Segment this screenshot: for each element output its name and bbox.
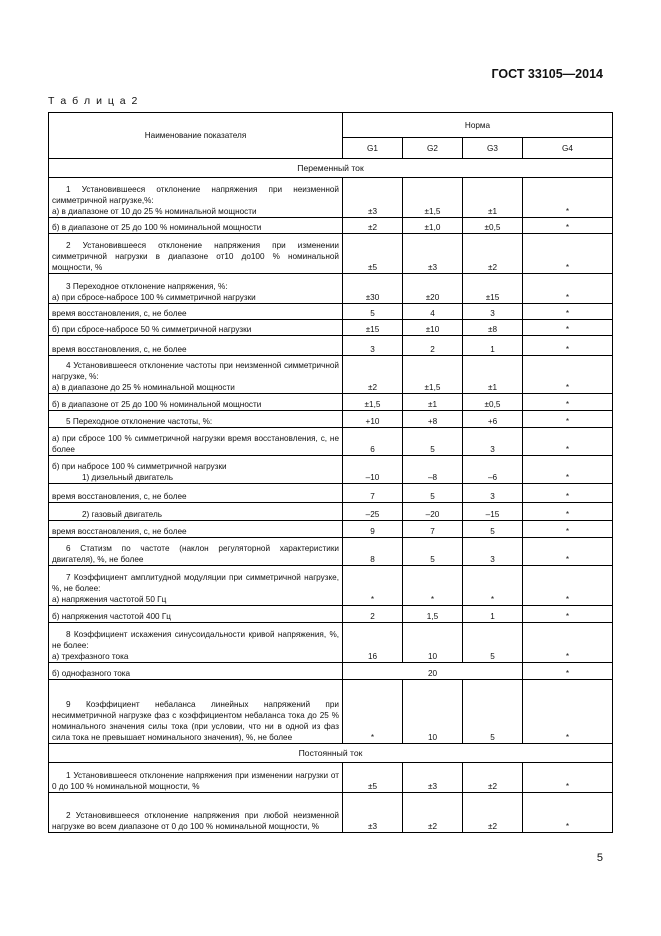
- row-2-name: 2 Установившееся отклонение напряжения при изменении симметричной нагрузки в диапазоне от10 до100 % номинальной мощности, %: [49, 234, 343, 274]
- cell: *: [403, 566, 463, 606]
- row-5e-name: 2) газовый двигатель: [49, 503, 343, 521]
- cell: 5: [403, 484, 463, 503]
- section-ac: Переменный ток: [49, 159, 613, 178]
- header-name: Наименование показателя: [49, 113, 343, 159]
- cell: *: [523, 411, 613, 428]
- cell: ±15: [463, 274, 523, 304]
- row-3c-name: б) при сбросе-набросе 50 % симметричной нагрузки: [49, 320, 343, 336]
- specification-table: [48, 112, 613, 833]
- cell: –20: [403, 503, 463, 521]
- cell: 10: [403, 680, 463, 744]
- cell: *: [523, 606, 613, 623]
- cell: +8: [403, 411, 463, 428]
- cell: 3: [463, 428, 523, 456]
- cell: *: [523, 394, 613, 411]
- cell: *: [523, 763, 613, 793]
- cell: 3: [463, 304, 523, 320]
- cell: ±3: [403, 763, 463, 793]
- cell: *: [523, 663, 613, 680]
- cell: 4: [403, 304, 463, 320]
- cell: *: [343, 680, 403, 744]
- cell: ±1: [403, 394, 463, 411]
- table-caption: Т а б л и ц а 2: [48, 95, 139, 107]
- cell: +6: [463, 411, 523, 428]
- cell: *: [523, 484, 613, 503]
- cell: 7: [403, 521, 463, 538]
- cell: 3: [463, 484, 523, 503]
- cell: 1,5: [403, 606, 463, 623]
- cell: *: [523, 304, 613, 320]
- header-norm: Норма: [343, 113, 613, 138]
- cell: 9: [343, 521, 403, 538]
- cell: ±1,5: [403, 356, 463, 394]
- cell: ±15: [343, 320, 403, 336]
- cell: 10: [403, 623, 463, 663]
- cell: ±2: [463, 234, 523, 274]
- cell: *: [523, 356, 613, 394]
- cell: ±5: [343, 234, 403, 274]
- row-3d-name: время восстановления, с, не более: [49, 336, 343, 356]
- row-7-name: 7 Коэффициент амплитудной модуляции при симметричной нагрузке, %, не более: а) напряжения частотой 50 Гц: [49, 566, 343, 606]
- row-3-name: 3 Переходное отклонение напряжения, %: а) при сбросе-набросе 100 % симметричной нагрузки: [49, 274, 343, 304]
- cell: +10: [343, 411, 403, 428]
- cell: ±5: [343, 763, 403, 793]
- cell: –6: [463, 456, 523, 484]
- cell: 2: [403, 336, 463, 356]
- cell: 3: [343, 336, 403, 356]
- cell: ±20: [403, 274, 463, 304]
- row-7b-name: б) напряжения частотой 400 Гц: [49, 606, 343, 623]
- row-1b-name: б) в диапазоне от 25 до 100 % номинальной мощности: [49, 218, 343, 234]
- cell: *: [523, 320, 613, 336]
- row-4-name: 4 Установившееся отклонение частоты при неизменной симметричной нагрузке, %: а) в диапазоне до 25 % номинальной мощности: [49, 356, 343, 394]
- cell: 6: [343, 428, 403, 456]
- cell: *: [523, 178, 613, 218]
- cell: ±2: [403, 793, 463, 833]
- header-g1: G1: [343, 138, 403, 159]
- cell: 5: [463, 680, 523, 744]
- cell: *: [523, 428, 613, 456]
- cell: 7: [343, 484, 403, 503]
- cell: ±8: [463, 320, 523, 336]
- cell: 2: [343, 606, 403, 623]
- cell: 1: [463, 606, 523, 623]
- cell: ±2: [463, 763, 523, 793]
- cell: *: [343, 566, 403, 606]
- cell: ±0,5: [463, 394, 523, 411]
- cell: *: [523, 521, 613, 538]
- row-5-name: 5 Переходное отклонение частоты, %:: [49, 411, 343, 428]
- cell: –25: [343, 503, 403, 521]
- row-1-name: 1 Установившееся отклонение напряжения при неизменной симметричной нагрузке,%: а) в диапазоне от 10 до 25 % номинальной мощности: [49, 178, 343, 218]
- cell: 5: [463, 521, 523, 538]
- header-g3: G3: [463, 138, 523, 159]
- cell: *: [523, 218, 613, 234]
- row-dc2-name: 2 Установившееся отклонение напряжения при любой неизменной нагрузке во всем диапазоне от 0 до 100 % номинальной мощности, %: [49, 793, 343, 833]
- row-8-name: 8 Коэффициент искажения синусоидальности кривой напряжения, %, не более: а) трехфазного тока: [49, 623, 343, 663]
- cell: –15: [463, 503, 523, 521]
- cell: 1: [463, 336, 523, 356]
- section-dc: Постоянный ток: [49, 744, 613, 763]
- row-5d-name: время восстановления, с, не более: [49, 484, 343, 503]
- cell: *: [523, 538, 613, 566]
- row-5c-name: б) при набросе 100 % симметричной нагрузки 1) дизельный двигатель: [49, 456, 343, 484]
- cell: ±1,5: [403, 178, 463, 218]
- cell: ±10: [403, 320, 463, 336]
- cell: ±1: [463, 178, 523, 218]
- cell: ±2: [463, 793, 523, 833]
- cell: *: [523, 623, 613, 663]
- cell: ±30: [343, 274, 403, 304]
- cell: 5: [403, 428, 463, 456]
- cell: ±1: [463, 356, 523, 394]
- cell: 20: [343, 663, 523, 680]
- cell: ±1,5: [343, 394, 403, 411]
- cell: *: [523, 274, 613, 304]
- cell: 3: [463, 538, 523, 566]
- cell: ±1,0: [403, 218, 463, 234]
- cell: ±2: [343, 218, 403, 234]
- cell: 16: [343, 623, 403, 663]
- cell: ±3: [343, 178, 403, 218]
- row-dc1-name: 1 Установившееся отклонение напряжения при изменении нагрузки от 0 до 100 % номинальной мощности, %: [49, 763, 343, 793]
- cell: ±3: [403, 234, 463, 274]
- row-4b-name: б) в диапазоне от 25 до 100 % номинальной мощности: [49, 394, 343, 411]
- cell: 5: [343, 304, 403, 320]
- row-3b-name: время восстановления, с, не более: [49, 304, 343, 320]
- cell: *: [523, 234, 613, 274]
- cell: –10: [343, 456, 403, 484]
- row-6-name: 6 Статизм по частоте (наклон регуляторной характеристики двигателя), %, не более: [49, 538, 343, 566]
- cell: 5: [403, 538, 463, 566]
- header-g4: G4: [523, 138, 613, 159]
- row-5f-name: время восстановления, с, не более: [49, 521, 343, 538]
- cell: *: [523, 680, 613, 744]
- cell: ±0,5: [463, 218, 523, 234]
- row-5b-name: а) при сбросе 100 % симметричной нагрузки время восстановления, с, не более: [49, 428, 343, 456]
- header-g2: G2: [403, 138, 463, 159]
- cell: 8: [343, 538, 403, 566]
- cell: *: [523, 566, 613, 606]
- cell: ±3: [343, 793, 403, 833]
- cell: 5: [463, 623, 523, 663]
- cell: *: [523, 503, 613, 521]
- cell: ±2: [343, 356, 403, 394]
- page-number: 5: [596, 852, 603, 864]
- row-8b-name: б) однофазного тока: [49, 663, 343, 680]
- cell: *: [523, 793, 613, 833]
- document-header: ГОСТ 33105—2014: [491, 67, 603, 81]
- cell: *: [523, 336, 613, 356]
- cell: *: [523, 456, 613, 484]
- cell: *: [463, 566, 523, 606]
- row-9-name: 9 Коэффициент небаланса линейных напряжений при несимметричной нагрузке фаз с коэффициентом небаланса тока до 25 % номинального значения силы тока (при условии, что ни в одной из фаз сила тока не превышает номинального значения), %, не более: [49, 680, 343, 744]
- cell: –8: [403, 456, 463, 484]
